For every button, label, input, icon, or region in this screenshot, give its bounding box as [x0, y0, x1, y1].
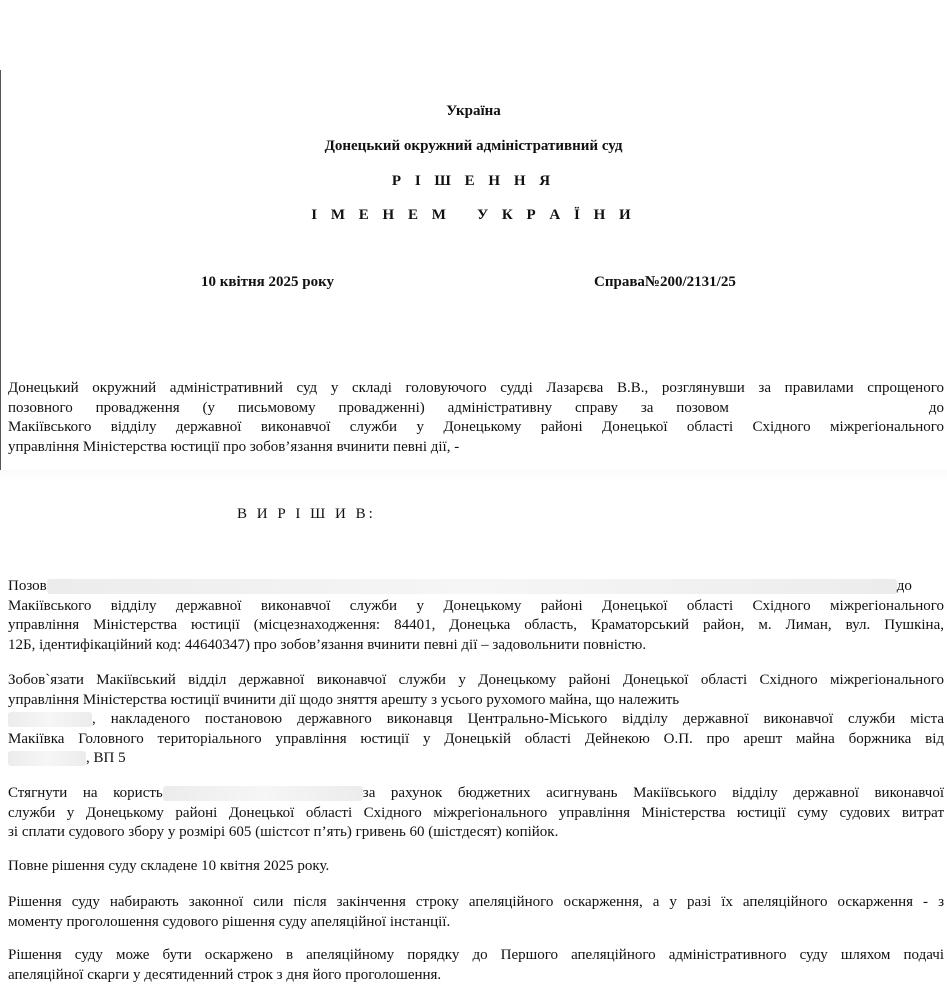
paragraph-line: Макіївка Головного територіального управління юстиції у Донецькій області Дейнекою О.П. про арешт майна боржника від	[8, 730, 944, 747]
paragraph-text: Стягнути на користь	[8, 785, 163, 801]
decision-date: 10 квітня 2025 року	[201, 274, 335, 290]
paragraph-line: Рішення суду набирають законної сили після закінчення строку апеляційного оскарження, а у разі їх апеляційного оскарження - з	[8, 894, 944, 910]
resolution-paragraph-5	[8, 893, 944, 932]
resolution-paragraph-1	[8, 577, 944, 655]
redacted-plaintiff	[47, 579, 897, 594]
paragraph-text: Позов	[8, 578, 47, 594]
paragraph-text: до	[896, 578, 912, 594]
paragraph-line: моменту проголошення судового рішення суду апеляційної інстанції.	[8, 913, 451, 930]
paragraph-line: служби у Донецькому районі Донецької області Східного міжрегіонального управління Міністерства юстиції суму судових витрат	[8, 804, 944, 821]
decision-heading: В И Р І Ш И В:	[237, 506, 376, 522]
intro-line: Донецький окружний адміністративний суд у складі головуючого судді Лазарєва В.В., розглянувши за правилами спрощеного	[8, 380, 944, 396]
paragraph-line: Макіївського відділу державної виконавчої служби у Донецькому районі Донецької області Східного міжрегіонального	[8, 597, 944, 614]
intro-text: до	[928, 399, 944, 416]
paragraph-line	[8, 784, 944, 804]
paragraph-text: , ВП 5	[86, 750, 126, 766]
paragraph-line: управління Міністерства юстиції вчинити дії щодо зняття арешту з усього рухомого майна, що належить	[8, 691, 680, 708]
in-name-heading: І М Е Н Е М У К Р А Ї Н И	[311, 207, 636, 223]
court-heading: Донецький окружний адміністративний суд	[324, 138, 623, 154]
paragraph-line: 12Б, ідентифікаційний код: 44640347) про зобов’язання вчинити певні дії – задовольнити повністю.	[8, 636, 647, 653]
paragraph-line	[8, 749, 944, 769]
resolution-paragraph-2	[8, 671, 944, 769]
paragraph-text: , накладеного постановою державного виконавця Центрально-Міського відділу державної виконавчої служби міста	[92, 711, 944, 727]
scan-shade	[0, 470, 947, 482]
document-type-heading: Р І Ш Е Н Н Я	[391, 173, 556, 189]
paragraph-line: Повне рішення суду складене 10 квітня 2025 року.	[8, 858, 330, 874]
intro-text: позовного провадження (у письмовому провадженні) адміністративну справу за позовом	[8, 399, 729, 416]
page-edge-line	[0, 70, 1, 470]
country-heading: Україна	[446, 103, 501, 119]
resolution-paragraph-6	[8, 946, 944, 985]
paragraph-line	[8, 577, 944, 597]
paragraph-line: апеляційної скарги у десятиденний строк з дня його проголошення.	[8, 966, 442, 983]
paragraph-line: Рішення суду може бути оскаржено в апеляційному порядку до Першого апеляційного адміністративного суду шляхом подачі	[8, 947, 944, 963]
intro-line: Макіївського відділу державної виконавчої служби у Донецькому районі Донецької області Східного міжрегіонального	[8, 419, 944, 435]
intro-line: управління Міністерства юстиції про зобов’язання вчинити певні дії, -	[8, 438, 460, 455]
redacted-date	[8, 751, 86, 766]
intro-line	[8, 399, 944, 419]
resolution-paragraph-3	[8, 784, 944, 843]
paragraph-line: управління Міністерства юстиції (місцезнаходження: 84401, Донецька область, Краматорський район, м. Лиман, вул. Пушкіна,	[8, 617, 944, 633]
intro-paragraph	[8, 379, 944, 457]
paragraph-text: за рахунок бюджетних асигнувань Макіївського відділу державної виконавчої	[362, 785, 945, 801]
paragraph-line	[8, 710, 944, 730]
paragraph-line: Зобов`язати Макіївський відділ державної виконавчої служби у Донецькому районі Донецької області Східного міжрегіонального	[8, 672, 944, 688]
resolution-paragraph-4	[8, 857, 944, 877]
paragraph-line: зі сплати судового збору у розмірі 605 (шістсот п’ять) гривень 60 (шістдесят) копійок.	[8, 824, 559, 840]
redacted-owner	[8, 712, 92, 727]
redacted-recipient	[163, 786, 363, 801]
case-number: Справа№200/2131/25	[594, 274, 736, 290]
